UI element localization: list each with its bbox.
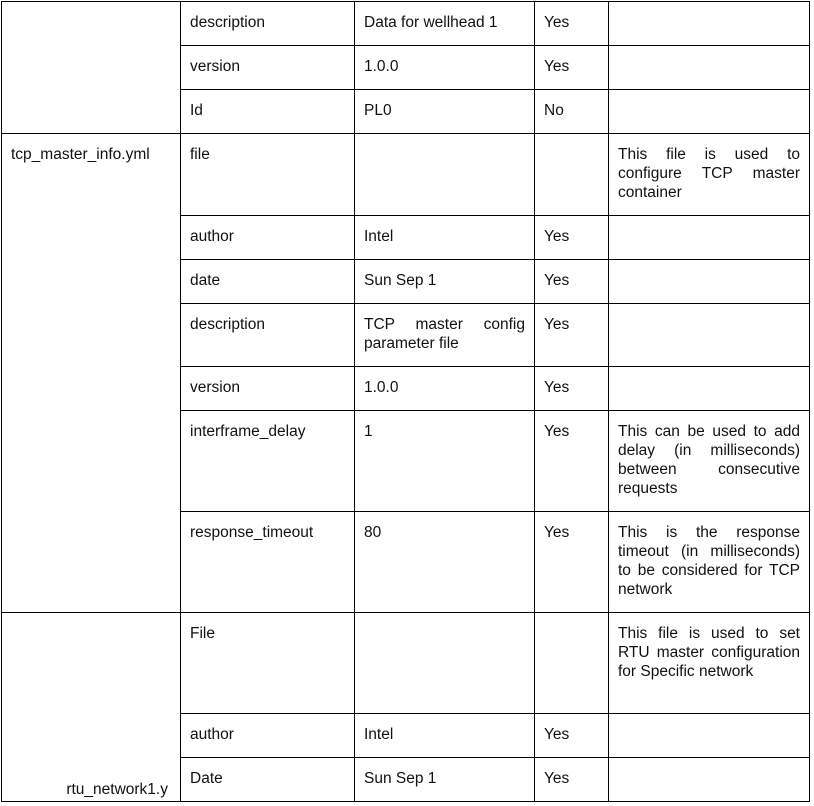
value-cell: 1: [355, 411, 535, 512]
required-cell: Yes: [535, 260, 609, 304]
required-cell: [535, 134, 609, 216]
required-cell: Yes: [535, 216, 609, 260]
table-row: [2, 613, 810, 714]
value-cell: 80: [355, 512, 535, 613]
parameter-cell: description: [181, 2, 355, 46]
table-row: [2, 2, 810, 46]
parameter-cell: response_timeout: [181, 512, 355, 613]
parameter-cell: file: [181, 134, 355, 216]
value-cell: Sun Sep 1: [355, 758, 535, 802]
required-cell: Yes: [535, 411, 609, 512]
remarks-cell: [609, 714, 810, 758]
remarks-cell: This file is used to configure TCP master container: [609, 134, 810, 216]
value-cell: TCP master config parameter file: [355, 304, 535, 367]
parameter-cell: description: [181, 304, 355, 367]
parameter-cell: author: [181, 714, 355, 758]
parameter-cell: author: [181, 216, 355, 260]
required-cell: Yes: [535, 46, 609, 90]
file-name-cell: tcp_master_info.yml: [2, 134, 181, 613]
remarks-cell: This file is used to set RTU master configuration for Specific network: [609, 613, 810, 714]
remarks-cell: [609, 46, 810, 90]
file-name-cell: [2, 2, 181, 134]
required-cell: No: [535, 90, 609, 134]
remarks-cell: [609, 758, 810, 802]
required-cell: Yes: [535, 2, 609, 46]
table-row: [2, 134, 810, 216]
required-cell: Yes: [535, 714, 609, 758]
required-cell: Yes: [535, 512, 609, 613]
value-cell: [355, 134, 535, 216]
parameter-cell: File: [181, 613, 355, 714]
parameter-cell: Date: [181, 758, 355, 802]
value-cell: Data for wellhead 1: [355, 2, 535, 46]
remarks-cell: [609, 90, 810, 134]
remarks-cell: This is the response timeout (in milliseconds) to be considered for TCP network: [609, 512, 810, 613]
config-parameters-table: [1, 1, 810, 802]
remarks-cell: [609, 216, 810, 260]
required-cell: [535, 613, 609, 714]
parameter-cell: Id: [181, 90, 355, 134]
parameter-cell: date: [181, 260, 355, 304]
parameter-cell: interframe_delay: [181, 411, 355, 512]
required-cell: Yes: [535, 758, 609, 802]
remarks-cell: [609, 367, 810, 411]
remarks-cell: [609, 2, 810, 46]
value-cell: Intel: [355, 714, 535, 758]
remarks-cell: [609, 304, 810, 367]
parameter-cell: version: [181, 46, 355, 90]
value-cell: Sun Sep 1: [355, 260, 535, 304]
file-name-cell: rtu_network1.y: [2, 613, 181, 802]
parameter-cell: version: [181, 367, 355, 411]
value-cell: 1.0.0: [355, 367, 535, 411]
required-cell: Yes: [535, 367, 609, 411]
remarks-cell: [609, 260, 810, 304]
value-cell: Intel: [355, 216, 535, 260]
remarks-cell: This can be used to add delay (in milliseconds) between consecutive requests: [609, 411, 810, 512]
value-cell: [355, 613, 535, 714]
value-cell: 1.0.0: [355, 46, 535, 90]
value-cell: PL0: [355, 90, 535, 134]
required-cell: Yes: [535, 304, 609, 367]
